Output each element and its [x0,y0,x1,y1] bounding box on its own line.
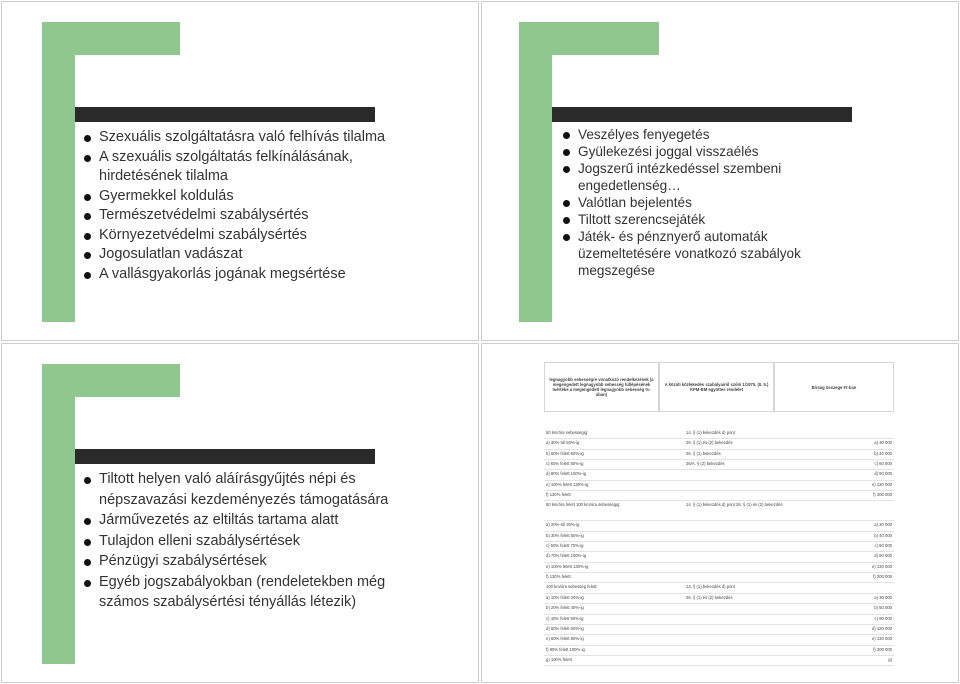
table-cell: 14. § (1) bekezdés d) pont [686,584,735,590]
table-row [544,646,894,656]
table-cell [684,491,794,500]
header-cell: A közúti közlekedés szabályairól szóló 1/1975. (II. 5.) KPM-BM együttes rendelet [659,362,774,412]
green-vertical-bar [42,22,75,322]
title-bar [75,449,375,464]
table-cell: c) 50% felett 70%-ig [546,543,584,549]
table-cell [794,583,894,592]
table-cell [684,604,794,613]
table-cell: 26. § (1) és (2) bekezdés [686,440,733,446]
list-item: Jogszerű intézkedéssel szembeni engedetlenség… [561,160,861,194]
table-cell: b) 50 000 [874,605,892,611]
list-item: A vallásgyakorlás jogának megsértése [82,265,422,285]
table-cell: f) 300 000 [873,574,892,580]
slide-4 [481,343,959,683]
list-item: Pénzügyi szabálysértések [82,551,427,572]
table-cell [794,501,894,520]
table-cell: f) 300 000 [873,646,892,652]
table-cell: b) 40 000 [874,450,892,456]
table-header [544,362,894,412]
list-item: Szexuális szolgáltatásra való felhívás tilalma [82,128,422,148]
table-row [544,521,894,531]
table-row [544,542,894,552]
list-item: Veszélyes fenyegetés [561,126,861,143]
table-cell [684,481,794,490]
title-bar [552,107,852,122]
bullet-list [82,128,422,284]
green-vertical-bar [42,364,75,664]
bullet-list [561,126,861,279]
list-item: Gyülekezési joggal visszaélés [561,143,861,160]
table-cell: f) 130% felett [546,574,571,580]
table-cell: e) 100% felett 130%-ig [546,563,589,569]
list-item: Egyéb jogszabályokban (rendeletekben még számos szabálysértési tényállás létezik) [82,572,427,613]
table-row [544,594,894,604]
list-item: Járművezetés az eltiltás tartama alatt [82,510,427,531]
table-cell: 26/A. § (2) bekezdés [686,461,725,467]
table-row [544,552,894,562]
table-cell: d) 120 000 [871,625,892,631]
table-cell: d) 90 000 [874,471,892,477]
list-item: Tiltott szerencsejáték [561,211,861,228]
table-cell: a) 30 000 [874,440,892,446]
table-cell [684,625,794,634]
list-item: Valótlan bejelentés [561,194,861,211]
table-cell: f) 130% felett [546,492,571,498]
table-cell: 26. § (1) és (2) bekezdés [686,594,733,600]
table-cell: c) 90 000 [874,615,892,621]
table-cell: d) 80% felett 100%-ig [546,471,587,477]
table-cell: e) 130 000 [871,563,892,569]
table-cell: 14. § (1) bekezdés d) pont [686,430,735,435]
table-cell [684,635,794,644]
table-row [544,491,894,501]
table-cell: c) 60 000 [874,461,892,467]
table-row [544,583,894,593]
table-row [544,439,894,449]
table-cell: e) 130 000 [871,481,892,487]
table-row [544,470,894,480]
table-cell: a) 30%-tól 50%-ig [546,440,580,446]
table-cell: 26. § (1) bekezdés [686,450,721,456]
green-vertical-bar [519,22,552,322]
table-cell [684,656,794,665]
table-row [544,615,894,625]
table-cell: e) 130 000 [871,636,892,642]
table-cell: e) 60% felett 80%-ig [546,636,584,642]
table-row [544,625,894,635]
green-horizontal-bar [42,364,180,397]
table-cell: c) 60 000 [874,543,892,549]
table-row [544,656,894,666]
table-cell [684,470,794,479]
header-cell: Bírság összege Ft-ban [774,362,894,412]
table-row [544,532,894,542]
title-bar [75,107,375,122]
list-item: A szexuális szolgáltatás felkínálásának, hirdetésének tilalma [82,148,422,187]
list-item: Játék- és pénznyerő automaták üzemeltetésére vonatkozó szabályok megszegése [561,228,861,279]
list-item: Természetvédelmi szabálysértés [82,206,422,226]
header-cell: legnagyobb sebességre vonatkozó rendelkezések (a megengedett legnagyobb sebesség túllépésének mértéke a megengedett legnagyobb sebesség %-ában) [544,362,659,412]
table-cell: a) 30 000 [874,522,892,528]
list-item: Jogosulatlan vadászat [82,245,422,265]
table-cell: 14. § (1) bekezdés d) pont 26. § (1) és (2) bekezdés [686,502,783,508]
table-cell: f) 80% felett 100%-ig [546,646,585,652]
speeding-fine-table [544,362,894,666]
table-cell: a) 10% felett 20%-ig [546,594,584,600]
table-cell [684,563,794,572]
table-row [544,635,894,645]
bullet-list [82,469,427,613]
list-item: Tulajdon elleni szabálysértések [82,531,427,552]
slide-2 [481,1,959,341]
table-row [544,573,894,583]
table-cell [684,521,794,530]
table-cell: e) 100% felett 130%-ig [546,481,589,487]
table-cell: a) 20%-tól 30%-ig [546,522,580,528]
table-row [544,429,894,439]
table-cell [684,646,794,655]
table-cell: g) 100% felett [546,656,572,662]
slide-3 [1,343,479,683]
table-cell: c) 40% felett 50%-ig [546,615,584,621]
table-cell: d) 70% felett 100%-ig [546,553,587,559]
table-row [544,501,894,521]
list-item: Környezetvédelmi szabálysértés [82,226,422,246]
table-cell [684,573,794,582]
table-cell: 50 km/óra felett 100 km/óra sebességig: [546,502,621,508]
table-row [544,563,894,573]
table-cell: g) [888,656,892,662]
table-cell [684,532,794,541]
table-cell: b) 30% felett 50%-ig [546,532,584,538]
table-row [544,460,894,470]
table-row [544,604,894,614]
table-cell [684,542,794,551]
table-cell: f) 300 000 [873,492,892,498]
table-cell: 100 km/óra sebesség felett: [546,584,598,590]
table-cell: c) 60% felett 80%-ig [546,461,584,467]
table-cell: b) 40 000 [874,532,892,538]
slide-1 [1,1,479,341]
green-horizontal-bar [519,22,659,55]
table-cell: a) 30 000 [874,594,892,600]
table-cell [684,552,794,561]
table-cell [684,615,794,624]
table-cell: b) 20% felett 40%-ig [546,605,584,611]
table-cell: d) 90 000 [874,553,892,559]
table-cell: d) 50% felett 60%-ig [546,625,584,631]
table-body [544,429,894,666]
table-cell [794,429,894,438]
list-item: Gyermekkel koldulás [82,187,422,207]
green-horizontal-bar [42,22,180,55]
table-row [544,481,894,491]
list-item: Tiltott helyen való aláírásgyűjtés népi és népszavazási kezdeményezés támogatására [82,469,427,510]
table-cell: 50 km/óra sebességig: [546,430,589,435]
table-row [544,450,894,460]
table-cell: b) 50% felett 60%-ig [546,450,584,456]
